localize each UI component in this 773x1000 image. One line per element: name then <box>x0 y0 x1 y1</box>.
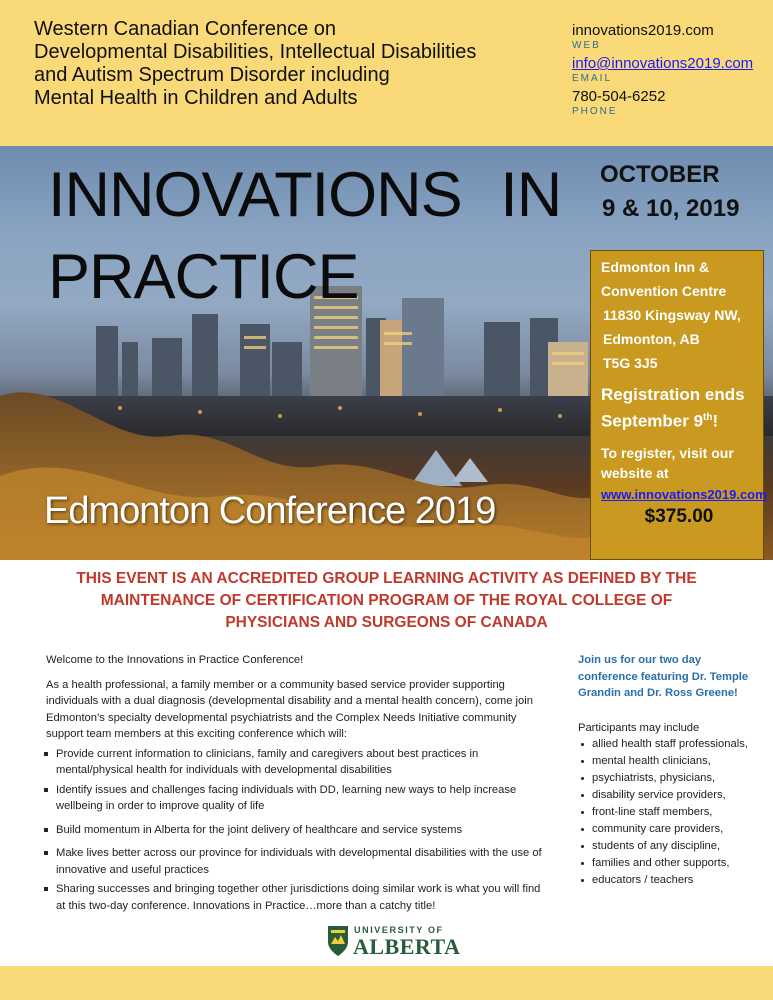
list-item: allied health staff professionals, <box>578 736 763 753</box>
venue-address-line3: T5G 3J5 <box>603 355 658 371</box>
register-line2: website at <box>601 464 669 481</box>
list-item: Build momentum in Alberta for the joint delivery of healthcare and service systems <box>46 822 546 839</box>
list-item: front-line staff members, <box>578 804 763 821</box>
list-item: educators / teachers <box>578 872 763 889</box>
list-item: Provide current information to clinicians, family and caregivers about best practices in mental/physical health for individuals with developmental disabilities <box>46 746 546 779</box>
list-item: Identify issues and challenges facing individuals with DD, learning new ways to help increase wellbeing in order to improve quality of life <box>46 782 546 815</box>
list-item: families and other supports, <box>578 855 763 872</box>
list-item: mental health clinicians, <box>578 753 763 770</box>
list-item: Make lives better across our province for individuals with developmental disabilities with the use of innovative and useful practices <box>46 845 546 878</box>
join-invitation: Join us for our two day conference featuring Dr. Temple Grandin and Dr. Ross Greene! <box>578 654 749 699</box>
event-date <box>600 158 770 226</box>
venue-name-line2: Convention Centre <box>601 283 727 299</box>
sidebar <box>578 652 763 889</box>
registration-date: September 9 <box>601 411 704 431</box>
hero-subtitle: Edmonton Conference 2019 <box>44 490 496 532</box>
hero-title-line2: PRACTICE <box>48 242 359 312</box>
web-label: WEB <box>572 40 601 51</box>
venue-info-box <box>590 250 767 560</box>
registration-prefix: Registration ends <box>601 385 745 404</box>
phone-value: 780-504-6252 <box>572 88 666 105</box>
conference-full-title <box>34 18 554 110</box>
hero-title <box>48 154 568 318</box>
register-line1: To register, visit our <box>601 444 734 461</box>
shield-icon <box>326 924 350 958</box>
participants-list <box>578 736 763 889</box>
title-line: and Autism Spectrum Disorder including <box>34 64 390 86</box>
venue-address-line1: 11830 Kingsway NW, <box>603 307 741 323</box>
title-line: Developmental Disabilities, Intellectual Disabilities <box>34 41 477 63</box>
hero-title-line1: INNOVATIONS IN <box>48 160 562 230</box>
accreditation-line: PHYSICIANS AND SURGEONS OF CANADA <box>225 614 548 631</box>
participants-heading: Participants may include <box>578 721 700 734</box>
date-days: 9 & 10, 2019 <box>602 195 740 222</box>
goals-list <box>46 746 546 915</box>
website-link[interactable]: www.innovations2019.com <box>601 486 767 502</box>
accreditation-line: MAINTENANCE OF CERTIFICATION PROGRAM OF THE ROYAL COLLEGE OF <box>100 592 673 609</box>
title-line: Mental Health in Children and Adults <box>34 87 358 109</box>
footer-band <box>0 966 773 1000</box>
price: $375.00 <box>644 505 714 527</box>
list-item: disability service providers, <box>578 787 763 804</box>
accreditation-line: THIS EVENT IS AN ACCREDITED GROUP LEARNING ACTIVITY AS DEFINED BY THE <box>76 570 697 587</box>
venue-name-line1: Edmonton Inn & <box>601 259 710 275</box>
registration-suffix: ! <box>712 411 719 431</box>
welcome-text: Welcome to the Innovations in Practice Conference! <box>46 654 304 666</box>
title-line: Western Canadian Conference on <box>34 18 337 40</box>
registration-sup: th <box>703 412 713 423</box>
university-of-alberta-logo <box>326 923 466 959</box>
date-month: OCTOBER <box>600 161 720 188</box>
venue-address-line2: Edmonton, AB <box>603 331 700 347</box>
header-band <box>0 0 773 146</box>
logo-top-text: UNIVERSITY OF <box>354 925 444 935</box>
intro-paragraph: As a health professional, a family member or a community based service provider supporting individuals with a dual diagnosis (developmental disability and a mental health concern), come join Edmonton’s specialty developmental psychiatrists and the Complex Needs Initiative community support team members at this exciting conference which will: <box>46 678 533 740</box>
logo-main-text: ALBERTA <box>353 934 461 959</box>
contact-block <box>572 22 772 121</box>
list-item: psychiatrists, physicians, <box>578 770 763 787</box>
register-instructions <box>601 443 757 483</box>
accreditation-banner <box>40 568 733 634</box>
registration-deadline <box>601 383 757 433</box>
main-description <box>46 652 546 914</box>
phone-label: PHONE <box>572 106 618 117</box>
list-item: Sharing successes and bringing together other jurisdictions doing similar work is what you will find at this two-day conference. Innovations in Practice…more than a catchy title! <box>46 881 546 914</box>
list-item: students of any discipline, <box>578 838 763 855</box>
email-label: EMAIL <box>572 73 613 84</box>
web-value[interactable]: innovations2019.com <box>572 22 714 39</box>
list-item: community care providers, <box>578 821 763 838</box>
email-link[interactable]: info@innovations2019.com <box>572 55 754 72</box>
